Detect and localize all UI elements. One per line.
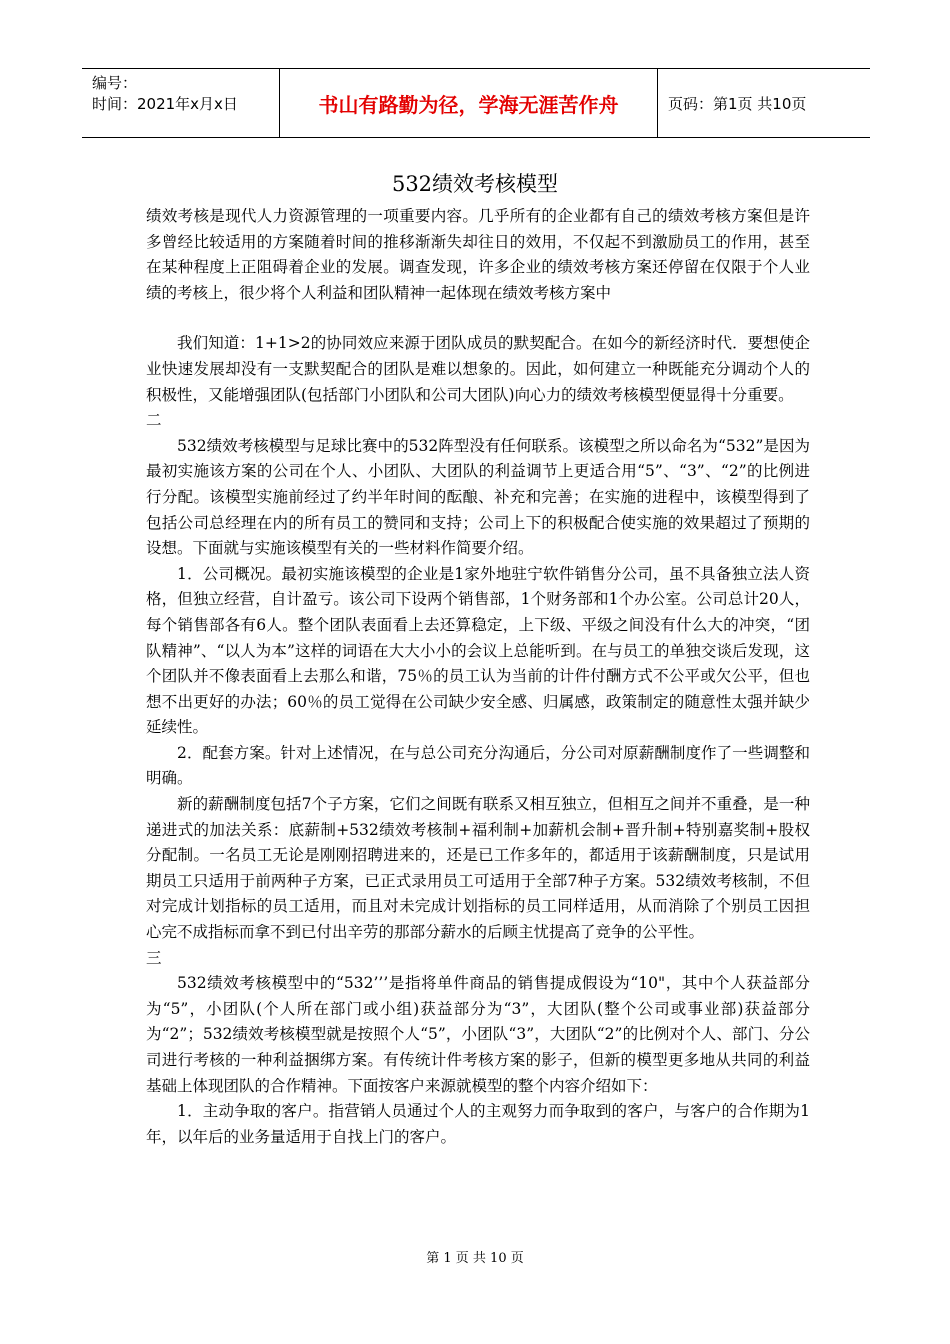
paragraph-intro: 绩效考核是现代人力资源管理的一项重要内容。几乎所有的企业都有自己的绩效考核方案但是许多曾经比较适用的方案随着时间的推移渐渐失却往日的效用，不仅起不到激励员工的作用，甚至在某种程度上正阻碍着企业的发展。调查发现，许多企业的绩效考核方案还停留在仅限于个人业绩的考核上，很少将个人利益和团队精神一起体现在绩效考核方案中 <box>146 207 810 302</box>
document-number-label: 编号： <box>92 74 138 92</box>
paragraph-salary-system: 新的薪酬制度包括7个子方案，它们之间既有联系又相互独立，但相互之间并不重叠，是一种递进式的加法关系：底薪制+532绩效考核制+福利制+加薪机会制+晋升制+特别嘉奖制+股权分配制。一名员工无论是刚刚招聘进来的，还是已工作多年的，都适用于该薪酬制度，只是试用期员工只适用于前两种子方案，已正式录用员工可适用于全部7种子方案。532绩效考核制，不但对完成计划指标的员工适用，而且对未完成计划指标的员工同样适用，从而消除了个别员工因担心完不成指标而拿不到已付出辛劳的那部分薪水的后顾主忧提高了竞争的公平性。 <box>146 795 810 942</box>
section-heading-two: 二 <box>146 411 162 430</box>
page-header <box>82 68 870 138</box>
document-title: 532绩效考核模型 <box>391 172 559 196</box>
document-body <box>146 204 810 1150</box>
paragraph-model-meaning: 532绩效考核模型中的“532’’’是指将单件商品的销售提成假设为“10"，其中个人获益部分为“5”，小团队(个人所在部门或小组)获益部分为“3”，大团队(整个公司或事业部)获益部分为“2”；532绩效考核模型就是按照个人“5”，小团队“3”，大团队“2”的比例对个人、部门、分公司进行考核的一种利益捆绑方案。有传统计件考核方案的影子，但新的模型更多地从共同的利益基础上体现团队的合作精神。下面按客户来源就模型的整个内容介绍如下： <box>146 974 810 1095</box>
section-heading-three: 三 <box>146 948 162 967</box>
header-page-info: 页码：第1页 共10页 <box>668 94 807 113</box>
paragraph-synergy: 我们知道：1+1>2的协同效应来源于团队成员的默契配合。在如今的新经济时代．要想使企业快速发展却没有一支默契配合的团队是难以想象的。因此，如何建立一种既能充分调动个人的积极性，又能增强团队(包括部门小团队和公司大团队)向心力的绩效考核模型便显得十分重要。 <box>146 334 810 404</box>
paragraph-model-name: 532绩效考核模型与足球比赛中的532阵型没有任何联系。该模型之所以命名为“532”是因为最初实施该方案的公司在个人、小团队、大团队的利益调节上更适合用“5”、“3”、“2”的比例进行分配。该模型实施前经过了约半年时间的酝酿、补充和完善；在实施的进程中，该模型得到了包括公司总经理在内的所有员工的赞同和支持；公司上下的积极配合使实施的效果超过了预期的设想。下面就与实施该模型有关的一些材料作简要介绍。 <box>146 436 810 558</box>
paragraph-supporting-plan: 2．配套方案。针对上述情况，在与总公司充分沟通后，分公司对原薪酬制度作了一些调整和明确。 <box>146 743 810 788</box>
page-footer: 第 1 页 共 10 页 <box>426 1251 524 1266</box>
header-motto: 书山有路勤为径，学海无涯苦作舟 <box>318 92 619 117</box>
paragraph-active-clients: 1．主动争取的客户。指营销人员通过个人的主观努力而争取到的客户，与客户的合作期为1年，以年后的业务量适用于自找上门的客户。 <box>146 1102 810 1146</box>
header-meta <box>92 73 238 115</box>
paragraph-company-overview: 1．公司概况。最初实施该模型的企业是1家外地驻宁软件销售分公司，虽不具备独立法人资格，但独立经营，自计盈亏。该公司下设两个销售部，1个财务部和1个办公室。公司总计20人，每个销售部各有6人。整个团队表面看上去还算稳定，上下级、平级之间没有什么大的冲突，“团队精神”、“以人为本”这样的词语在大大小小的会议上总能听到。在与员工的单独交谈后发现，这个团队并不像表面看上去那么和谐，75％的员工认为当前的计件付酬方式不公平或欠公平，但也想不出更好的办法；60％的员工觉得在公司缺少安全感、归属感，政策制定的随意性太强并缺少延续性。 <box>146 564 810 737</box>
header-divider <box>657 69 658 137</box>
document-date-label: 时间：2021年x月x日 <box>92 95 238 113</box>
